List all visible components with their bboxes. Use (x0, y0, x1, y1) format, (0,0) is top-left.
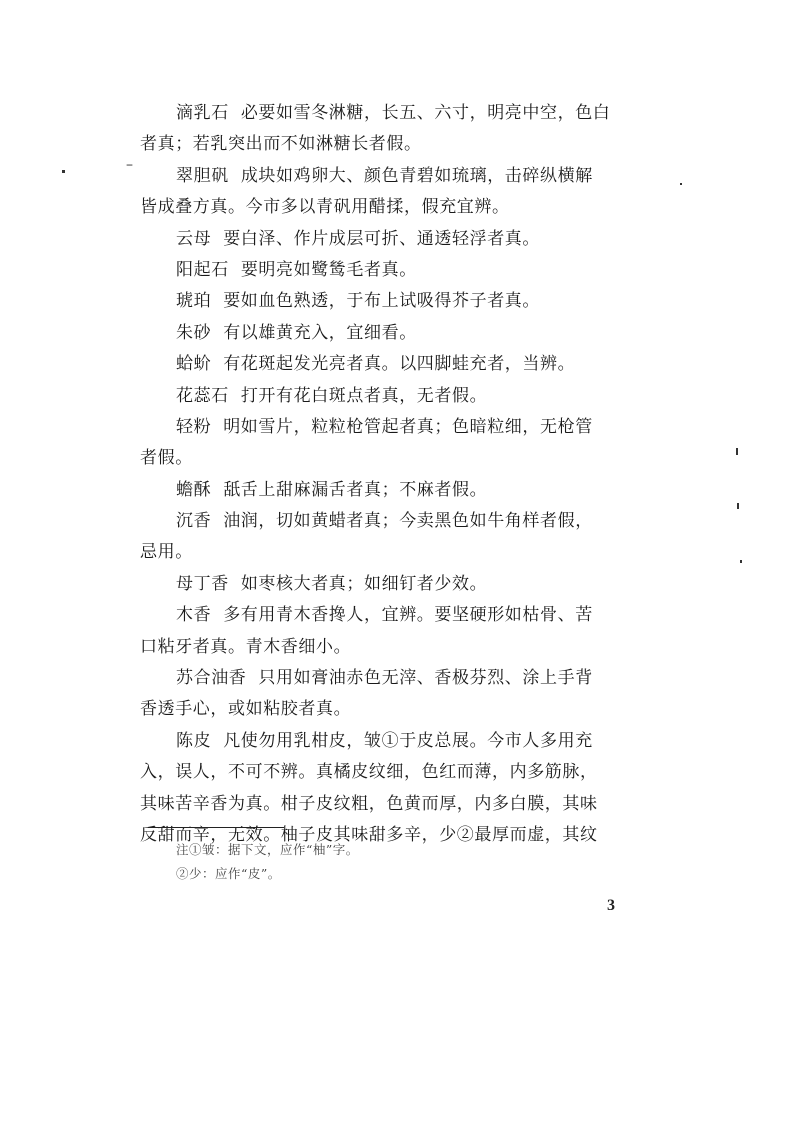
text-line (140, 537, 660, 568)
text-line (140, 381, 660, 412)
scan-speck (680, 183, 682, 185)
text-line (140, 161, 660, 192)
entry-text: 口粘牙者真。青木香细小。 (140, 636, 352, 657)
text-line (140, 600, 660, 631)
text-line (140, 663, 660, 694)
scan-speck (736, 448, 738, 455)
entry-term: 花蕊石 (176, 385, 229, 406)
entry-text: 忌用。 (140, 542, 193, 563)
entry-text: 打开有花白斑点者真，无者假。 (240, 385, 488, 406)
text-line (140, 255, 660, 286)
text-line (140, 694, 660, 725)
entry-term: 母丁香 (176, 573, 229, 594)
text-line (140, 318, 660, 349)
footnote-2: ②少：应作“皮”。 (176, 866, 281, 881)
entry-term: 苏合油香 (176, 668, 247, 689)
entry-term: 轻粉 (176, 416, 212, 437)
entry-text: 多有用青木香搀人，宜辨。要坚硬形如枯骨、苦 (223, 605, 593, 626)
entry-term: 翠胆矾 (176, 165, 229, 186)
text-line (140, 412, 660, 443)
entry-text: 油润，切如黄蜡者真；今卖黑色如牛角样者假， (223, 511, 593, 532)
text-line (140, 443, 660, 474)
entry-term: 阳起石 (176, 259, 229, 280)
entry-text: 如枣核大者真；如细钉者少效。 (240, 573, 488, 594)
entry-text: 者真；若乳突出而不如淋糖长者假。 (140, 134, 422, 155)
footnotes (176, 838, 536, 886)
entry-term: 陈皮 (176, 730, 212, 751)
text-line (140, 192, 660, 223)
text-line (140, 129, 660, 160)
text-line (140, 789, 660, 820)
entry-term: 蛤蚧 (176, 354, 212, 375)
entry-text: 要白泽、作片成层可折、通透轻浮者真。 (223, 228, 541, 249)
entry-term: 木香 (176, 605, 212, 626)
text-line (140, 569, 660, 600)
margin-mark: – (126, 157, 133, 173)
scan-speck (740, 560, 742, 563)
entry-text: 入，误人，不可不辨。真橘皮纹细，色红而薄，内多筋脉， (140, 762, 598, 783)
text-line (140, 98, 660, 129)
entry-text: 舐舌上甜麻漏舌者真；不麻者假。 (223, 479, 488, 500)
entry-term: 滴乳石 (176, 103, 229, 123)
entry-text: 其味苦辛香为真。柑子皮纹粗，色黄而厚，内多白膜，其味 (140, 793, 598, 814)
footnote-divider (148, 827, 284, 828)
text-line (140, 506, 660, 537)
entry-text: 有花斑起发光亮者真。以四脚蛙充者，当辨。 (223, 354, 576, 375)
entry-text: 反甜而辛，无效。柚子皮其味甜多辛，少②最厚而虚，其纹 (140, 824, 598, 845)
entry-text: 要如血色熟透，于布上试吸得芥子者真。 (223, 291, 541, 312)
entry-term: 朱砂 (176, 322, 212, 343)
text-line (140, 757, 660, 788)
text-line (140, 349, 660, 380)
entry-text: 明如雪片，粒粒枪管起者真；色暗粒细，无枪管 (223, 416, 593, 437)
entry-text: 者假。 (140, 448, 193, 469)
entry-text: 皆成叠方真。今市多以青矾用醋揉，假充宜辨。 (140, 197, 510, 218)
scan-speck (62, 170, 65, 173)
entry-text: 成块如鸡卵大、颜色青碧如琉璃，击碎纵横解 (240, 165, 593, 186)
entry-term: 琥珀 (176, 291, 212, 312)
page-number: 3 (607, 897, 615, 914)
entry-text: 凡使勿用乳柑皮，皱①于皮总展。今市人多用充 (223, 730, 593, 751)
entry-text: 只用如膏油赤色无滓、香极芬烈、涂上手背 (258, 668, 593, 689)
text-line (140, 726, 660, 757)
text-line (140, 224, 660, 255)
footnote-1: 注①皱：据下文，应作“柚”字。 (176, 842, 359, 857)
entry-term: 沉香 (176, 511, 212, 532)
body-text (140, 98, 660, 851)
entry-term: 蟾酥 (176, 479, 212, 500)
scan-speck (737, 503, 739, 509)
entry-text: 要明亮如鹭鸶毛者真。 (240, 259, 417, 280)
entry-text: 必要如雪冬淋糖，长五、六寸，明亮中空，色白 (240, 103, 611, 123)
text-line (140, 632, 660, 663)
entry-term: 云母 (176, 228, 212, 249)
text-line (140, 286, 660, 317)
entry-text: 有以雄黄充入，宜细看。 (223, 322, 417, 343)
text-line (140, 475, 660, 506)
entry-text: 香透手心，或如粘胶者真。 (140, 699, 352, 720)
